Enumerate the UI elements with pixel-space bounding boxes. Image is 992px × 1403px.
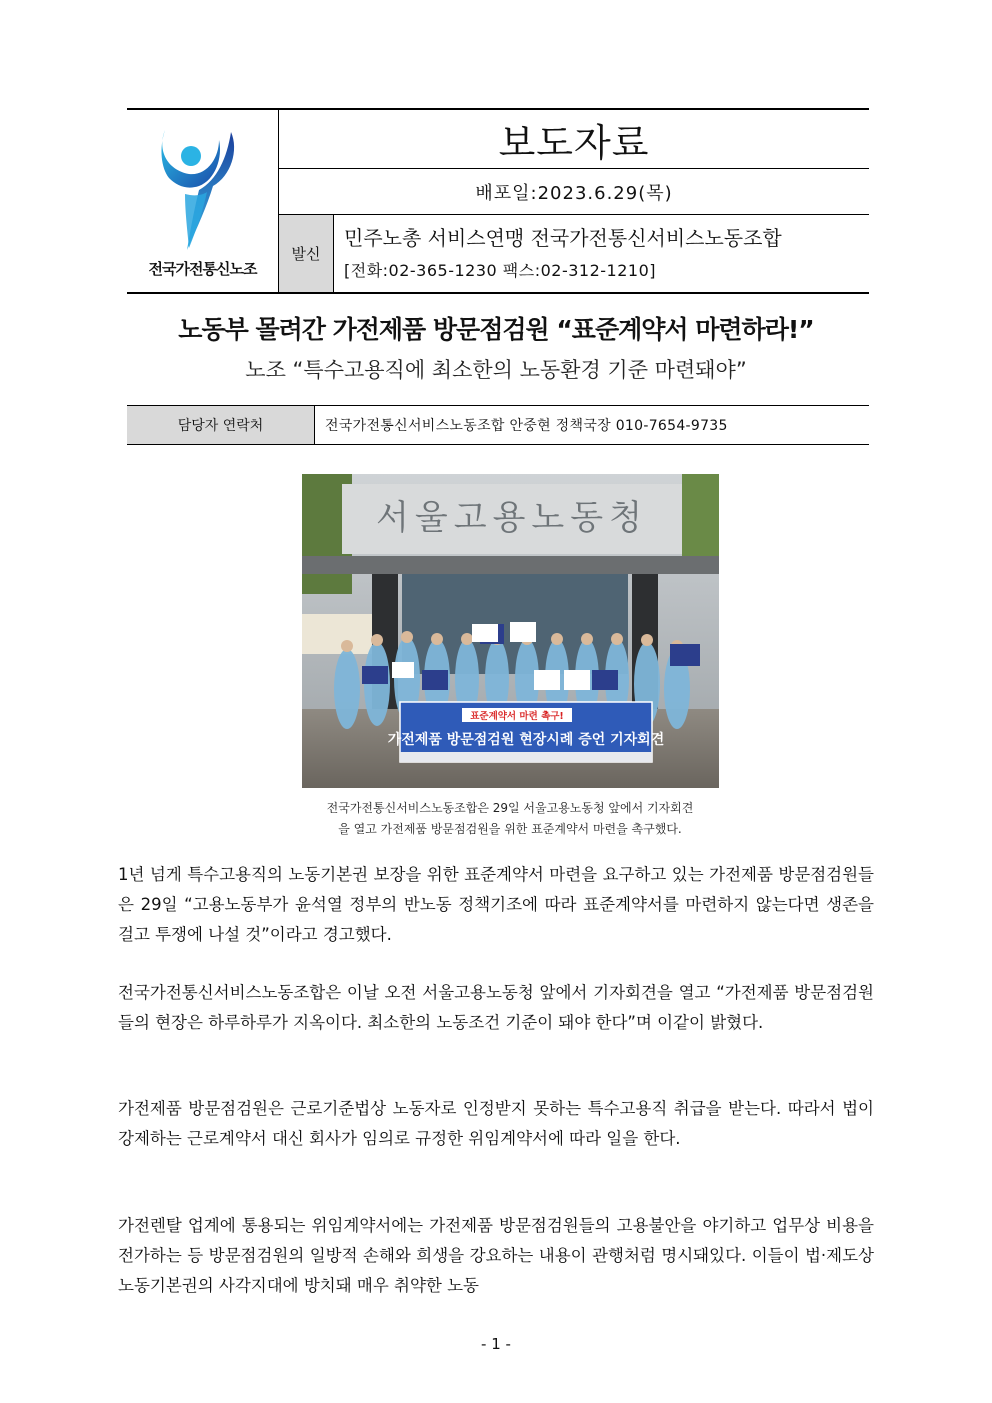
building-sign: 서울고용노동청 <box>376 498 648 538</box>
banner-top: 표준계약서 마련 촉구! <box>470 711 564 722</box>
sender-name: 민주노총 서비스연맹 전국가전통신서비스노동조합 <box>344 226 782 250</box>
paragraph-2: 전국가전통신서비스노동조합은 이날 오전 서울고용노동청 앞에서 기자회견을 열고 “가전제품 방문점검원들의 현장은 하루하루가 지옥이다. 최소한의 노동조건 기준이 돼야 한다”며 이같이 밝혔다. <box>118 983 874 1032</box>
logo-cell <box>127 110 279 292</box>
union-logo-icon <box>127 110 278 260</box>
logo-text: 전국가전통신노조 <box>148 260 257 278</box>
sender-label: 발신 <box>279 215 334 292</box>
banner-main: 가전제품 방문점검원 현장시례 증언 기자회견 <box>387 732 665 748</box>
document-title: 보도자료 <box>279 110 869 169</box>
caption-line-1: 전국가전통신서비스노동조합은 29일 서울고용노동청 앞에서 기자회견 <box>326 801 694 815</box>
contact-value: 전국가전통신서비스노동조합 안중현 정책국장 010-7654-9735 <box>325 418 728 434</box>
press-photo <box>302 474 719 788</box>
paragraph-4: 가전렌탈 업계에 통용되는 위임계약서에는 가전제품 방문점검원들의 고용불안을 야기하고 업무상 비용을 전가하는 등 방문점검원의 일방적 손해와 희생을 강요하는 내용이 관행처럼 명시돼있다. 이들이 법·제도상 노동기본권의 사각지대에 방치돼 매우 취약한 노동 <box>118 1216 874 1295</box>
caption-line-2: 을 열고 가전제품 방문점검원을 위한 표준계약서 마련을 촉구했다. <box>338 822 682 836</box>
paragraph-3: 가전제품 방문점검원은 근로기준법상 노동자로 인정받지 못하는 특수고용직 취급을 받는다. 따라서 법이 강제하는 근로계약서 대신 회사가 임의로 규정한 위임계약서에 따라 일을 한다. <box>118 1099 874 1148</box>
subheadline: 노조 “특수고용직에 최소한의 노동환경 기준 마련돼야” <box>245 358 747 382</box>
photo-caption <box>300 798 720 840</box>
contact-label: 담당자 연락처 <box>127 406 315 444</box>
release-date: 배포일:2023.6.29(목) <box>279 169 869 215</box>
sender-contact: [전화:02-365-1230 팩스:02-312-1210] <box>344 261 657 280</box>
press-header <box>127 108 869 294</box>
page-number: - 1 - <box>481 1335 511 1353</box>
press-photo-illustration <box>302 474 719 788</box>
paragraph-1: 1년 넘게 특수고용직의 노동기본권 보장을 위한 표준계약서 마련을 요구하고 있는 가전제품 방문점검원들은 29일 “고용노동부가 윤석열 정부의 반노동 정책기조에 따라 표준계약서를 마련하지 않는다면 생존을 걸고 투쟁에 나설 것”이라고 경고했다. <box>118 865 874 944</box>
headline: 노동부 몰려간 가전제품 방문점검원 “표준계약서 마련하라!” <box>178 315 814 344</box>
contact-row <box>127 405 869 445</box>
